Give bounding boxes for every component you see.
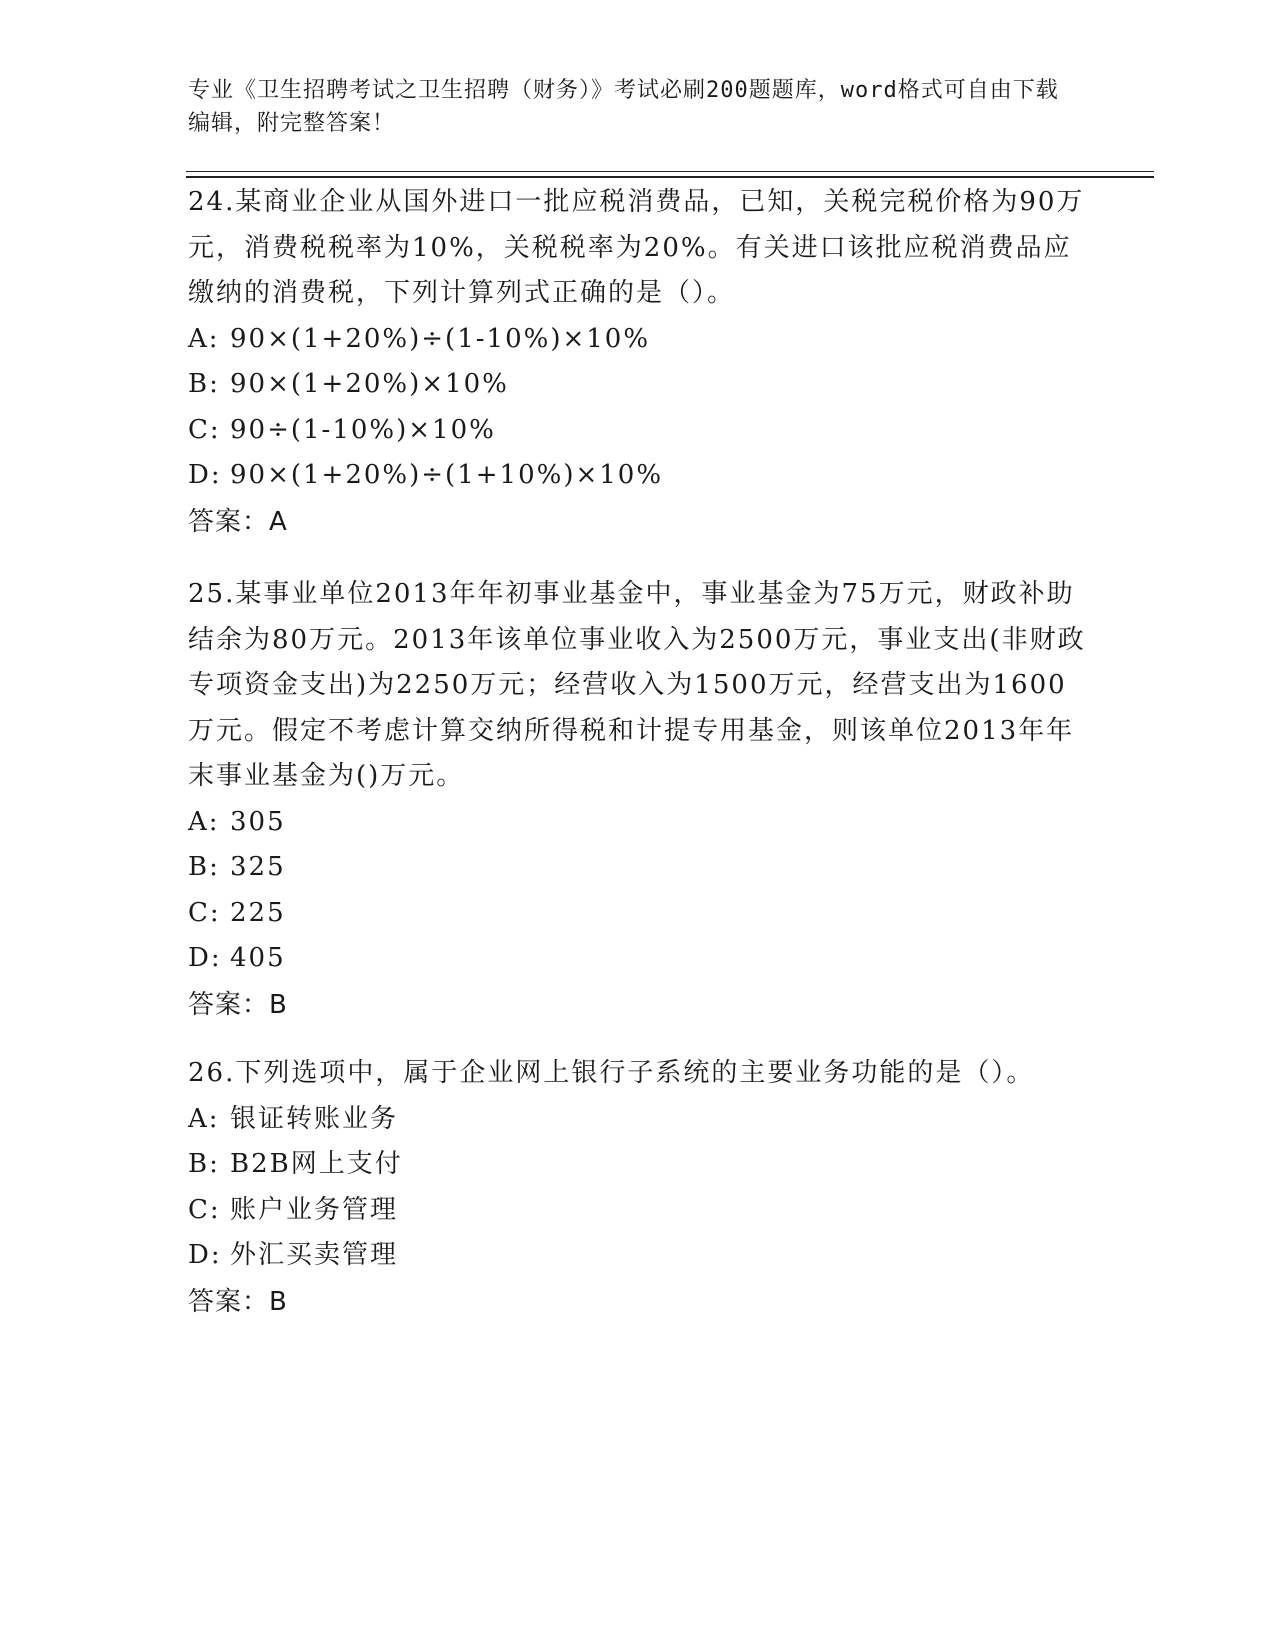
option-b <box>188 845 1088 891</box>
option-text: 325 <box>230 852 286 882</box>
option-key: B: <box>188 852 220 882</box>
option-text: 账户业务管理 <box>230 1194 399 1225</box>
answer-line: 答案：B <box>188 989 288 1020</box>
option-text: 305 <box>230 806 286 837</box>
option-key: B: <box>188 1149 220 1179</box>
option-text: 90÷(1-10%)×10% <box>230 414 496 445</box>
question-26 <box>188 1051 1088 1325</box>
option-c <box>188 1188 1088 1234</box>
header-divider-top <box>186 171 1154 172</box>
option-d <box>188 936 1088 982</box>
option-b <box>188 1142 1088 1188</box>
question-24 <box>188 180 1088 545</box>
option-key: C: <box>188 414 221 445</box>
option-a <box>188 1097 1088 1143</box>
option-key: D: <box>188 460 222 490</box>
option-a <box>188 800 1088 846</box>
option-key: D: <box>188 943 222 973</box>
option-text: 90×(1+20%)×10% <box>230 369 509 399</box>
header-note: 专业《卫生招聘考试之卫生招聘（财务）》考试必刷200题题库，word格式可自由下载编辑，附完整答案！ <box>188 78 1059 136</box>
option-text: 90×(1+20%)÷(1+10%)×10% <box>230 460 664 490</box>
option-key: A: <box>188 323 220 354</box>
option-d <box>188 453 1088 499</box>
option-text: 外汇买卖管理 <box>230 1240 399 1270</box>
header-divider-bottom <box>186 176 1154 178</box>
option-key: B: <box>188 369 220 399</box>
question-stem: 24.某商业企业从国外进口一批应税消费品，已知，关税完税价格为90万元，消费税税率为10%，关税税率为20%。有关进口该批应税消费品应缴纳的消费税，下列计算列式正确的是（）。 <box>188 187 1085 308</box>
answer-line: 答案：B <box>188 1286 288 1317</box>
option-key: C: <box>188 1194 221 1225</box>
answer-line: 答案：A <box>188 506 288 537</box>
option-text: 405 <box>230 943 286 973</box>
option-d <box>188 1233 1088 1279</box>
option-key: A: <box>188 1103 220 1134</box>
option-c <box>188 891 1088 937</box>
option-b <box>188 362 1088 408</box>
option-key: A: <box>188 806 220 837</box>
question-stem: 26.下列选项中，属于企业网上银行子系统的主要业务功能的是（）。 <box>188 1058 1035 1088</box>
option-text: 银证转账业务 <box>230 1103 399 1134</box>
option-a <box>188 317 1088 363</box>
question-stem: 25.某事业单位2013年年初事业基金中，事业基金为75万元，财政补助结余为80万元。2013年该单位事业收入为2500万元，事业支出(非财政专项资金支出)为2250万元；经营收入为1500万元，经营支出为1600万元。假定不考虑计算交纳所得税和计提专用基金，则该单位2013年年末事业基金为()万元。 <box>188 579 1086 791</box>
option-text: B2B网上支付 <box>230 1149 403 1179</box>
option-c <box>188 408 1088 454</box>
option-key: C: <box>188 897 221 928</box>
option-text: 90×(1+20%)÷(1-10%)×10% <box>230 323 651 354</box>
option-text: 225 <box>230 897 286 928</box>
option-key: D: <box>188 1240 222 1270</box>
question-25 <box>188 572 1088 1028</box>
